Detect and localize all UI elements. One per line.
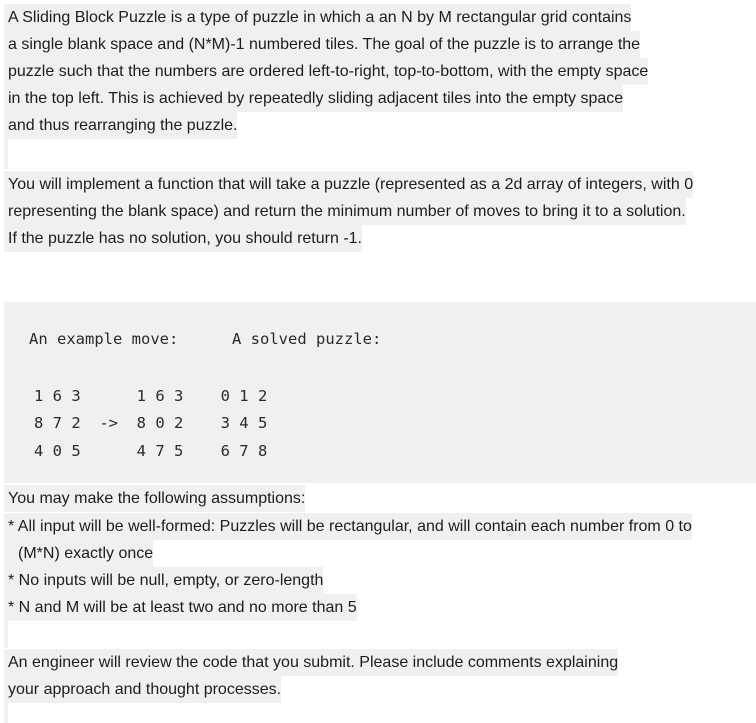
task-line-1: You will implement a function that will take a puzzle (represented as a 2d array of integers, with 0 — [4, 171, 693, 198]
review-line-1: An engineer will review the code that you submit. Please include comments explaining — [4, 649, 618, 676]
paragraph-gap — [4, 139, 8, 169]
assumption-3: * N and M will be at least two and no more than 5 — [4, 594, 357, 621]
task-line-2: representing the blank space) and return the minimum number of moves to bring it to a solution. — [4, 198, 686, 225]
example-grid-row-2: 8 7 2 -> 8 0 2 3 4 5 — [34, 414, 268, 432]
assumptions-heading: You may make the following assumptions: — [4, 485, 305, 512]
review-line-2: your approach and thought processes. — [4, 676, 281, 703]
assumption-2: * No inputs will be null, empty, or zero-length — [4, 567, 323, 594]
intro-line-4: in the top left. This is achieved by repeatedly sliding adjacent tiles into the empty space — [4, 85, 623, 112]
intro-line-5: and thus rearranging the puzzle. — [4, 112, 237, 139]
intro-line-1: A Sliding Block Puzzle is a type of puzzle in which a an N by M rectangular grid contains — [4, 4, 631, 31]
example-move-label: An example move: — [29, 330, 179, 348]
solved-puzzle-label: A solved puzzle: — [232, 330, 382, 348]
task-line-3: If the puzzle has no solution, you should return -1. — [4, 225, 362, 252]
intro-line-3: puzzle such that the numbers are ordered left-to-right, top-to-bottom, with the empty space — [4, 58, 648, 85]
trailing-gap — [4, 703, 8, 723]
paragraph-gap-2 — [4, 621, 8, 648]
assumption-1: * All input will be well-formed: Puzzles will be rectangular, and will contain each number from 0 to — [4, 513, 692, 540]
example-grid-row-3: 4 0 5 4 7 5 6 7 8 — [34, 442, 268, 460]
example-grid-row-1: 1 6 3 1 6 3 0 1 2 — [34, 387, 268, 405]
assumption-1-continued: (M*N) exactly once — [4, 540, 153, 567]
intro-line-2: a single blank space and (N*M)-1 numbered tiles. The goal of the puzzle is to arrange the — [4, 31, 640, 58]
